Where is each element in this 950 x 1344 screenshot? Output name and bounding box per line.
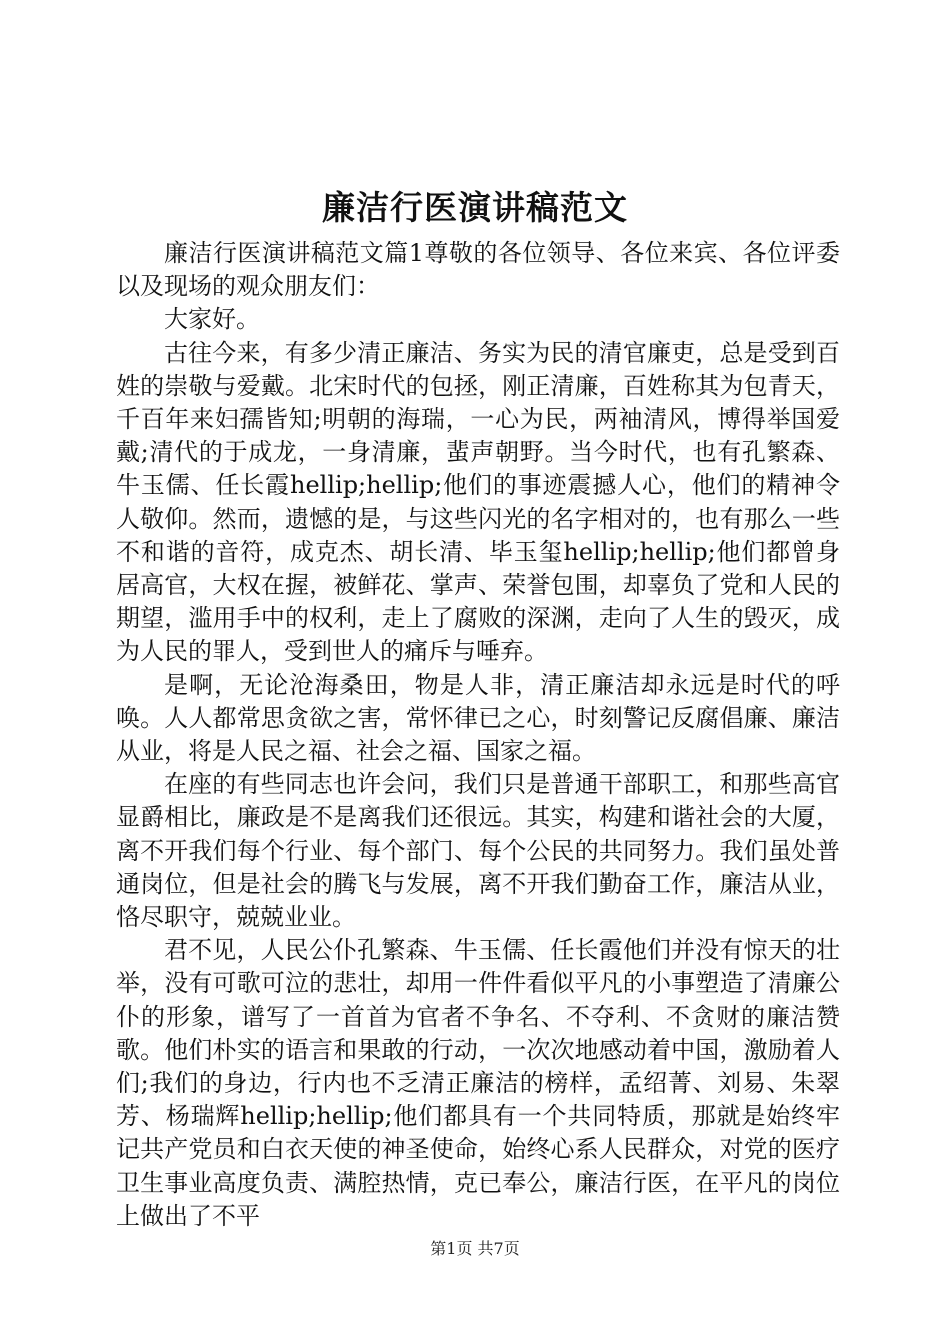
- paragraph: 大家好。: [164, 305, 260, 334]
- paragraph: 是啊，无论沧海桑田，物是人非，清正廉洁却永远是时代的呼唤。人人都常思贪欲之害，常怀律已之心，时刻警记反腐倡廉、廉洁从业，将是人民之福、社会之福、国家之福。: [116, 670, 840, 766]
- document-body: [116, 237, 840, 1233]
- paragraph: 廉洁行医演讲稿范文篇1尊敬的各位领导、各位来宾、各位评委以及现场的观众朋友们：: [116, 239, 840, 301]
- paragraph: 在座的有些同志也许会问，我们只是普通干部职工，和那些高官显爵相比，廉政是不是离我们还很远。其实，构建和谐社会的大厦，离不开我们每个行业、每个部门、每个公民的共同努力。我们虽处普通岗位，但是社会的腾飞与发展，离不开我们勤奋工作，廉洁从业，恪尽职守，兢兢业业。: [116, 770, 840, 932]
- document-title: 廉洁行医演讲稿范文: [322, 188, 628, 227]
- paragraph: 古往今来，有多少清正廉洁、务实为民的清官廉吏，总是受到百姓的崇敬与爱戴。北宋时代的包拯，刚正清廉，百姓称其为包青天，千百年来妇孺皆知;明朝的海瑞，一心为民，两袖清风，博得举国爱戴;清代的于成龙，一身清廉，蜚声朝野。当今时代，也有孔繁森、牛玉儒、任长霞hellip;hellip;他们的事迹震撼人心，他们的精神令人敬仰。然而，遗憾的是，与这些闪光的名字相对的，也有那么一些不和谐的音符，成克杰、胡长清、毕玉玺hellip;hellip;他们都曾身居高官，大权在握，被鲜花、掌声、荣誉包围，却辜负了党和人民的期望，滥用手中的权利，走上了腐败的深渊，走向了人生的毁灭，成为人民的罪人，受到世人的痛斥与唾弃。: [116, 338, 840, 666]
- page-number-footer: 第1页 共7页: [430, 1239, 520, 1258]
- paragraph: 君不见，人民公仆孔繁森、牛玉儒、任长霞他们并没有惊天的壮举，没有可歌可泣的悲壮，却用一件件看似平凡的小事塑造了清廉公仆的形象，谱写了一首首为官者不争名、不夺利、不贪财的廉洁赞歌。他们朴实的语言和果敢的行动，一次次地感动着中国，激励着人们;我们的身边，行内也不乏清正廉洁的榜样，孟绍菁、刘易、朱翠芳、杨瑞辉hellip;hellip;他们都具有一个共同特质，那就是始终牢记共产党员和白衣天使的神圣使命，始终心系人民群众，对党的医疗卫生事业高度负责、满腔热情，克已奉公，廉洁行医，在平凡的岗位上做出了不平: [116, 936, 840, 1230]
